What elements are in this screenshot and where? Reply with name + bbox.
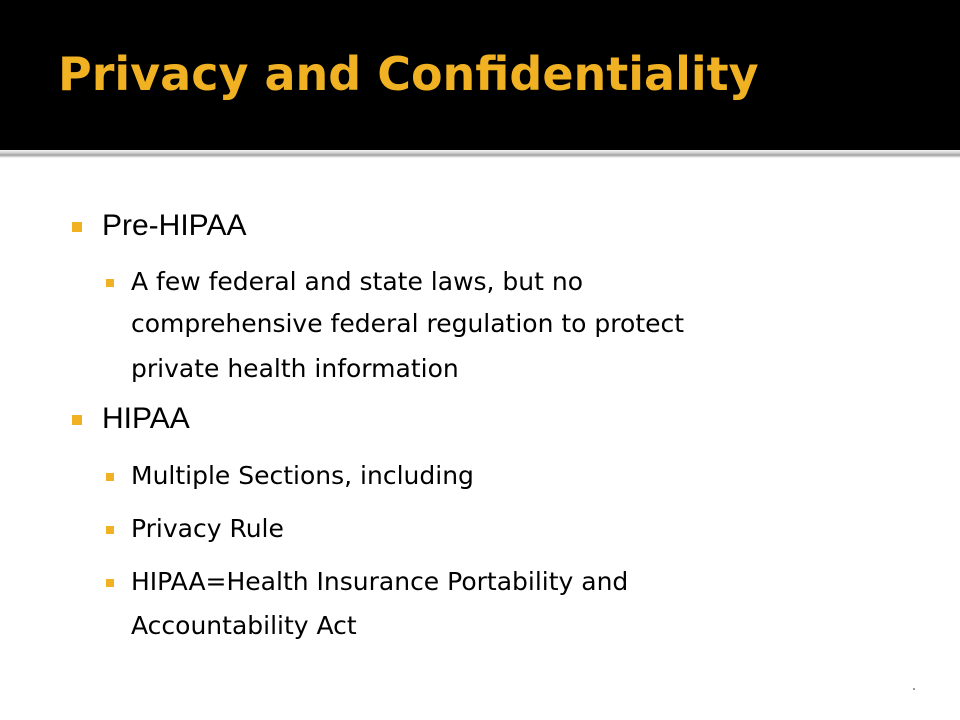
slide-marker bbox=[913, 688, 915, 690]
square-bullet-icon bbox=[72, 415, 82, 425]
bullet-text: Pre-HIPAA bbox=[102, 209, 247, 242]
sub-bullet-line: comprehensive federal regulation to protect bbox=[131, 309, 685, 338]
slide-title: Privacy and Confidentiality bbox=[58, 47, 759, 101]
sub-bullet-line: HIPAA=Health Insurance Portability and bbox=[131, 567, 629, 596]
square-bullet-icon bbox=[106, 279, 114, 287]
square-bullet-icon bbox=[106, 473, 114, 481]
square-bullet-icon bbox=[72, 222, 82, 232]
title-bar bbox=[0, 0, 960, 150]
title-divider bbox=[0, 150, 960, 158]
sub-bullet-line: private health information bbox=[131, 354, 459, 383]
square-bullet-icon bbox=[106, 579, 114, 587]
sub-bullet-line: Multiple Sections, including bbox=[131, 461, 474, 490]
sub-bullet-line: Privacy Rule bbox=[131, 514, 284, 543]
sub-bullet-line: Accountability Act bbox=[131, 611, 357, 640]
bullet-text: HIPAA bbox=[102, 402, 190, 435]
square-bullet-icon bbox=[106, 526, 114, 534]
sub-bullet-line: A few federal and state laws, but no bbox=[131, 267, 584, 296]
